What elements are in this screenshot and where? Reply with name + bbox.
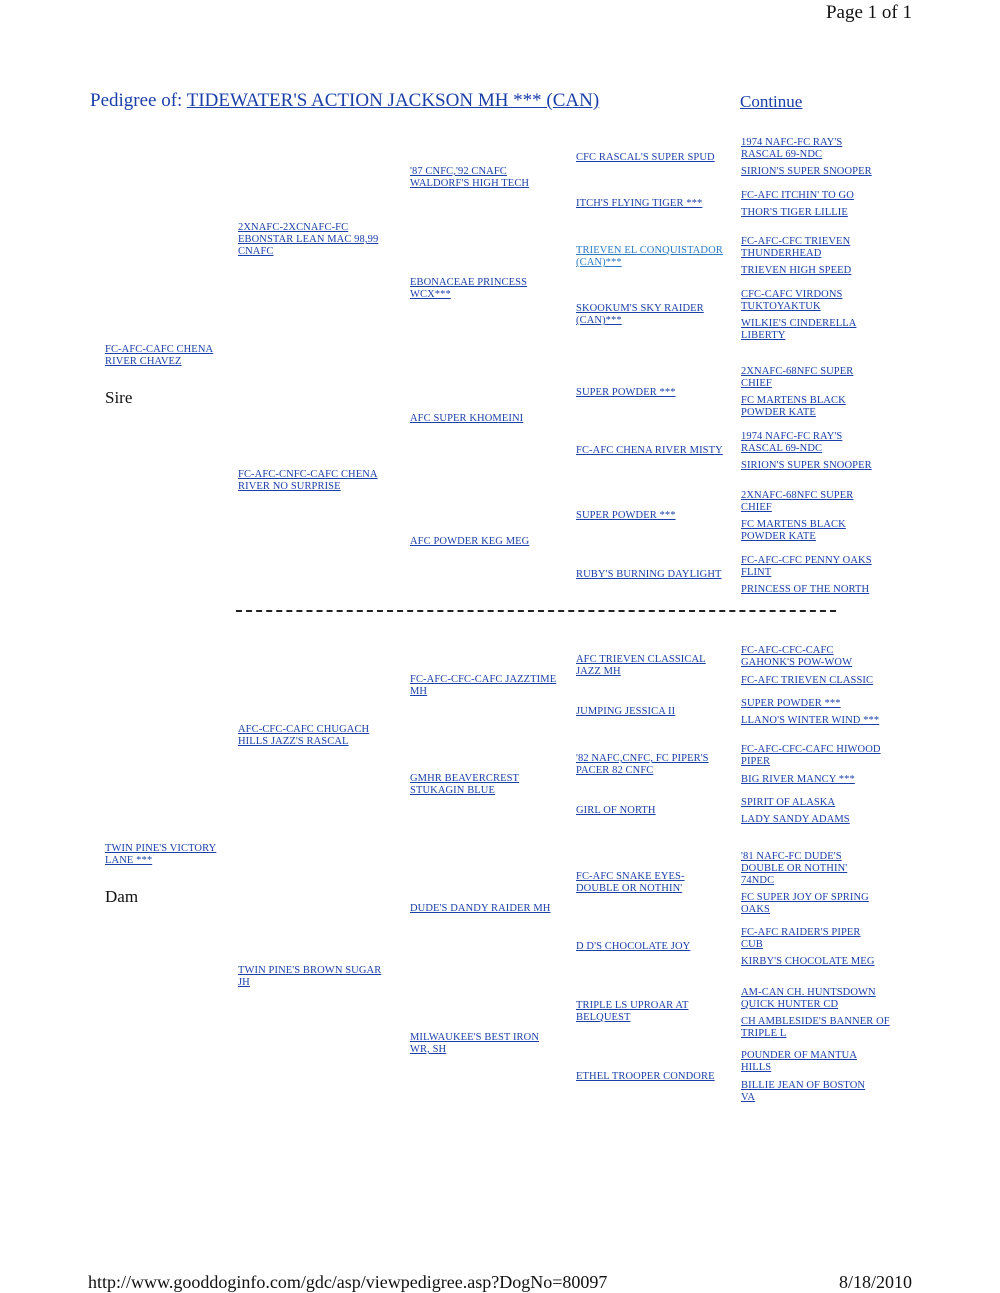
- gen5-16[interactable]: PRINCESS OF THE NORTH: [741, 584, 870, 595]
- gen5-1[interactable]: 1974 NAFC-FC RAY'S RASCAL 69-NDC: [741, 137, 843, 160]
- gen2-dam-sire[interactable]: AFC-CFC-CAFC CHUGACH HILLS JAZZ'S RASCAL: [238, 724, 370, 747]
- gen4-dsd[interactable]: FC-AFC CHENA RIVER MISTY: [576, 445, 723, 456]
- gen4-dam-7[interactable]: TRIPLE LS UPROAR AT BELQUEST: [576, 1000, 689, 1023]
- footer-url: http://www.gooddoginfo.com/gdc/asp/viewpedigree.asp?DogNo=80097: [88, 1272, 608, 1292]
- gen5-d16[interactable]: BILLIE JEAN OF BOSTON VA: [741, 1080, 866, 1103]
- gen4-dds[interactable]: SUPER POWDER ***: [576, 510, 676, 521]
- gen4-sds[interactable]: TRIEVEN EL CONQUISTADOR (CAN)***: [576, 245, 723, 268]
- gen5-2[interactable]: SIRION'S SUPER SNOOPER: [741, 166, 872, 177]
- gen4-dam-8[interactable]: ETHEL TROOPER CONDORE: [576, 1071, 715, 1082]
- gen5-d12[interactable]: KIRBY'S CHOCOLATE MEG: [741, 956, 875, 967]
- page-title: [90, 90, 599, 112]
- dam-label: Dam: [105, 887, 139, 906]
- gen4-dam-1[interactable]: AFC TRIEVEN CLASSICAL JAZZ MH: [576, 654, 706, 677]
- gen3-ss-dam[interactable]: EBONACEAE PRINCESS WCX***: [410, 277, 528, 300]
- gen5-d5[interactable]: FC-AFC-CFC-CAFC HIWOOD PIPER: [741, 744, 881, 767]
- gen3-dd-dam[interactable]: MILWAUKEE'S BEST IRON WR, SH: [410, 1032, 540, 1055]
- gen4-dss[interactable]: SUPER POWDER ***: [576, 387, 676, 398]
- gen5-d10[interactable]: FC SUPER JOY OF SPRING OAKS: [741, 892, 869, 915]
- gen4-sss[interactable]: CFC RASCAL'S SUPER SPUD: [576, 152, 715, 163]
- gen3-sd-dam[interactable]: AFC POWDER KEG MEG: [410, 536, 530, 547]
- gen5-15[interactable]: FC-AFC-CFC PENNY OAKS FLINT: [741, 555, 872, 578]
- gen5-4[interactable]: THOR'S TIGER LILLIE: [741, 207, 848, 218]
- gen2-dam-dam[interactable]: TWIN PINE'S BROWN SUGAR JH: [238, 965, 382, 988]
- dam-link[interactable]: TWIN PINE'S VICTORY LANE ***: [105, 843, 217, 866]
- gen5-7[interactable]: CFC-CAFC VIRDONS TUKTOYAKTUK: [741, 289, 843, 312]
- gen5-3[interactable]: FC-AFC ITCHIN' TO GO: [741, 190, 854, 201]
- dog-name-link[interactable]: TIDEWATER'S ACTION JACKSON MH *** (CAN): [186, 90, 600, 111]
- footer-date: 8/18/2010: [838, 1272, 912, 1292]
- gen4-dam-3[interactable]: '82 NAFC,CNFC, FC PIPER'S PACER 82 CNFC: [576, 753, 709, 776]
- gen5-d2[interactable]: FC-AFC TRIEVEN CLASSIC: [741, 675, 874, 686]
- gen5-d14[interactable]: CH AMBLESIDE'S BANNER OF TRIPLE L: [741, 1016, 890, 1039]
- sire-dam-divider: [236, 610, 836, 612]
- gen5-14[interactable]: FC MARTENS BLACK POWDER KATE: [741, 519, 846, 542]
- gen5-6[interactable]: TRIEVEN HIGH SPEED: [741, 265, 852, 276]
- gen5-13[interactable]: 2XNAFC-68NFC SUPER CHIEF: [741, 490, 854, 513]
- title-prefix: Pedigree of:: [90, 90, 183, 111]
- continue-link[interactable]: Continue: [740, 92, 803, 111]
- gen4-ddd[interactable]: RUBY'S BURNING DAYLIGHT: [576, 569, 722, 580]
- gen5-12[interactable]: SIRION'S SUPER SNOOPER: [741, 460, 872, 471]
- gen3-ds-dam[interactable]: GMHR BEAVERCREST STUKAGIN BLUE: [410, 773, 520, 796]
- gen5-d6[interactable]: BIG RIVER MANCY ***: [741, 774, 855, 785]
- gen5-11[interactable]: 1974 NAFC-FC RAY'S RASCAL 69-NDC: [741, 431, 843, 454]
- gen5-d9[interactable]: '81 NAFC-FC DUDE'S DOUBLE OR NOTHIN' 74NDC: [741, 851, 848, 886]
- gen5-d15[interactable]: POUNDER OF MANTUA HILLS: [741, 1050, 858, 1073]
- gen3-ss-sire[interactable]: '87 CNFC,'92 CNAFC WALDORF'S HIGH TECH: [410, 166, 530, 189]
- gen2-sire-sire[interactable]: 2XNAFC-2XCNAFC-FC EBONSTAR LEAN MAC 98,99 CNAFC: [238, 222, 379, 257]
- gen5-5[interactable]: FC-AFC-CFC TRIEVEN THUNDERHEAD: [741, 236, 851, 259]
- gen5-9[interactable]: 2XNAFC-68NFC SUPER CHIEF: [741, 366, 854, 389]
- gen4-dam-6[interactable]: D D'S CHOCOLATE JOY: [576, 941, 691, 952]
- gen5-d11[interactable]: FC-AFC RAIDER'S PIPER CUB: [741, 927, 861, 950]
- gen4-dam-2[interactable]: JUMPING JESSICA II: [576, 706, 676, 717]
- gen4-ssd[interactable]: ITCH'S FLYING TIGER ***: [576, 198, 703, 209]
- sire-label: Sire: [105, 388, 133, 407]
- gen5-d4[interactable]: LLANO'S WINTER WIND ***: [741, 715, 880, 726]
- sire-link[interactable]: FC-AFC-CAFC CHENA RIVER CHAVEZ: [105, 344, 214, 367]
- gen5-8[interactable]: WILKIE'S CINDERELLA LIBERTY: [741, 318, 857, 341]
- gen5-d3[interactable]: SUPER POWDER ***: [741, 698, 841, 709]
- page-indicator: Page 1 of 1: [825, 2, 912, 23]
- gen4-dam-5[interactable]: FC-AFC SNAKE EYES-DOUBLE OR NOTHIN': [576, 871, 685, 894]
- gen4-dam-4[interactable]: GIRL OF NORTH: [576, 805, 656, 816]
- gen3-dd-sire[interactable]: DUDE'S DANDY RAIDER MH: [410, 903, 551, 914]
- gen4-sdd[interactable]: SKOOKUM'S SKY RAIDER (CAN)***: [576, 303, 704, 326]
- gen3-ds-sire[interactable]: FC-AFC-CFC-CAFC JAZZTIME MH: [410, 674, 557, 697]
- gen5-d8[interactable]: LADY SANDY ADAMS: [741, 814, 850, 825]
- gen5-d1[interactable]: FC-AFC-CFC-CAFC GAHONK'S POW-WOW: [741, 645, 853, 668]
- gen5-d13[interactable]: AM-CAN CH. HUNTSDOWN QUICK HUNTER CD: [741, 987, 876, 1010]
- gen5-10[interactable]: FC MARTENS BLACK POWDER KATE: [741, 395, 846, 418]
- gen5-d7[interactable]: SPIRIT OF ALASKA: [741, 797, 836, 808]
- gen3-sd-sire[interactable]: AFC SUPER KHOMEINI: [410, 413, 524, 424]
- gen2-sire-dam[interactable]: FC-AFC-CNFC-CAFC CHENA RIVER NO SURPRISE: [238, 469, 378, 492]
